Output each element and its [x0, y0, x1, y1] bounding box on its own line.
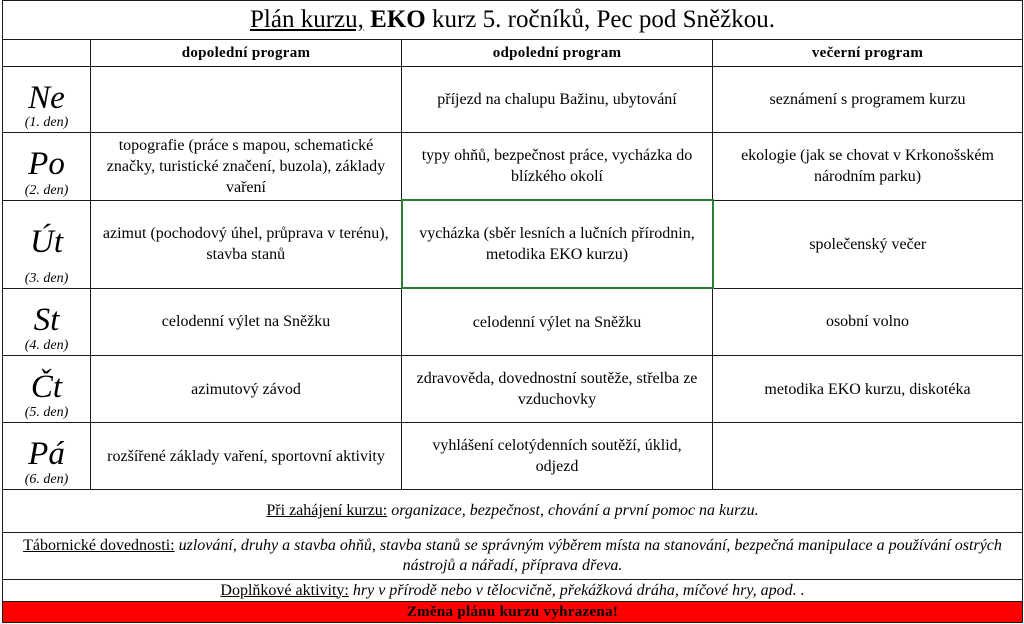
opening-info-row	[3, 490, 1023, 533]
morning-cell[interactable]	[91, 356, 402, 423]
skills-label: Tábornické dovednosti:	[23, 537, 175, 554]
morning-cell[interactable]	[91, 288, 402, 356]
cell-text: příjezd na chalupu Bažinu, ubytování	[437, 91, 677, 108]
course-plan-table	[2, 0, 1023, 623]
cell-text: azimutový závod	[191, 380, 301, 398]
cell-text: topografie (práce s mapou, schematické značky, turistické značení, buzola), základy vaření	[106, 136, 386, 196]
title-cell[interactable]	[3, 1, 1023, 40]
warning-row	[3, 602, 1023, 623]
day-name: Po	[28, 146, 65, 183]
header-empty-cell[interactable]	[3, 40, 91, 67]
cell-text: typy ohňů, bezpečnost práce, vycházka do blízkého okolí	[421, 147, 693, 185]
day-row-ut	[3, 200, 1023, 288]
afternoon-cell[interactable]	[402, 67, 713, 133]
day-cell[interactable]	[3, 67, 91, 133]
title-part1: Plán kurzu,	[250, 6, 364, 33]
title-part3: kurz 5. ročníků, Pec pod Sněžkou.	[431, 6, 775, 33]
evening-cell[interactable]	[713, 423, 1023, 490]
cell-text: vycházka (sběr lesních a lučních přírodnin, metodika EKO kurzu)	[419, 225, 695, 263]
day-name: Pá	[28, 436, 65, 472]
title-row	[3, 1, 1023, 40]
cell-text: celodenní výlet na Sněžku	[161, 313, 331, 331]
evening-cell[interactable]	[713, 200, 1023, 288]
header-row	[3, 40, 1023, 67]
morning-cell[interactable]	[91, 67, 402, 133]
day-number: (4. den)	[24, 338, 69, 353]
cell-text: celodenní výlet na Sněžku	[472, 313, 642, 331]
day-row-ne	[3, 67, 1023, 133]
day-cell[interactable]	[3, 200, 91, 288]
evening-cell[interactable]	[713, 67, 1023, 133]
skills-text: uzlování, druhy a stavba ohňů, stavba stanů se správným výběrem místa na stanování, bezpečná manipulace a používání ostrých nástrojů a nářadí, příprava dřeva.	[174, 537, 1002, 574]
cell-text: rozšířené základy vaření, sportovní aktivity	[107, 447, 385, 465]
extra-label: Doplňkové aktivity:	[220, 581, 349, 599]
title-part2: EKO	[370, 6, 426, 33]
day-cell[interactable]	[3, 288, 91, 356]
extra-info-cell[interactable]	[3, 580, 1023, 602]
extra-info-row	[3, 580, 1023, 602]
warning-cell[interactable]: Změna plánu kurzu vyhrazena!	[3, 602, 1023, 623]
afternoon-cell[interactable]	[402, 288, 713, 356]
day-name: St	[33, 301, 60, 338]
day-name: Út	[30, 224, 63, 260]
day-row-ct	[3, 356, 1023, 423]
extra-text: hry v přírodě nebo v tělocvičně, překážková dráha, míčové hry, apod. .	[348, 581, 805, 599]
day-number: (3. den)	[24, 270, 69, 286]
opening-text: organizace, bezpečnost, chování a první pomoc na kurzu.	[387, 502, 759, 519]
evening-cell[interactable]	[713, 288, 1023, 356]
cell-text: společenský večer	[809, 235, 927, 253]
afternoon-cell[interactable]	[402, 423, 713, 490]
evening-cell[interactable]	[713, 356, 1023, 423]
morning-cell[interactable]	[91, 200, 402, 288]
day-name: Čt	[30, 369, 63, 405]
day-cell[interactable]	[3, 356, 91, 423]
cell-text: azimut (pochodový úhel, průprava v terénu), stavba stanů	[102, 225, 389, 263]
cell-text: osobní volno	[825, 313, 910, 331]
opening-info-cell[interactable]	[3, 490, 1023, 533]
cell-text: ekologie (jak se chovat v Krkonošském národním parku)	[741, 147, 994, 186]
evening-cell[interactable]	[713, 133, 1023, 201]
day-row-st	[3, 288, 1023, 356]
cell-text: vyhlášení celotýdenních soutěží, úklid, odjezd	[432, 437, 682, 475]
day-number: (5. den)	[24, 405, 69, 420]
day-cell[interactable]	[3, 133, 91, 201]
skills-info-cell[interactable]	[3, 533, 1023, 580]
header-morning[interactable]: dopolední program	[91, 40, 402, 67]
day-cell[interactable]	[3, 423, 91, 490]
cell-text: metodika EKO kurzu, diskotéka	[764, 380, 971, 398]
header-evening[interactable]: večerní program	[713, 40, 1023, 67]
morning-cell[interactable]	[91, 133, 402, 201]
day-row-po	[3, 133, 1023, 201]
day-row-pa	[3, 423, 1023, 490]
cell-text: seznámení s programem kurzu	[769, 91, 966, 108]
selected-afternoon-cell[interactable]	[402, 200, 713, 288]
afternoon-cell[interactable]	[402, 133, 713, 201]
day-name: Ne	[28, 79, 65, 116]
header-afternoon[interactable]: odpolední program	[402, 40, 713, 67]
day-number: (2. den)	[24, 182, 69, 198]
day-number: (1. den)	[24, 115, 69, 130]
morning-cell[interactable]	[91, 423, 402, 490]
cell-text: zdravověda, dovednostní soutěže, střelba ze vzduchovky	[416, 370, 698, 408]
day-number: (6. den)	[24, 472, 69, 487]
afternoon-cell[interactable]	[402, 356, 713, 423]
opening-label: Při zahájení kurzu:	[266, 502, 388, 519]
skills-info-row	[3, 533, 1023, 580]
